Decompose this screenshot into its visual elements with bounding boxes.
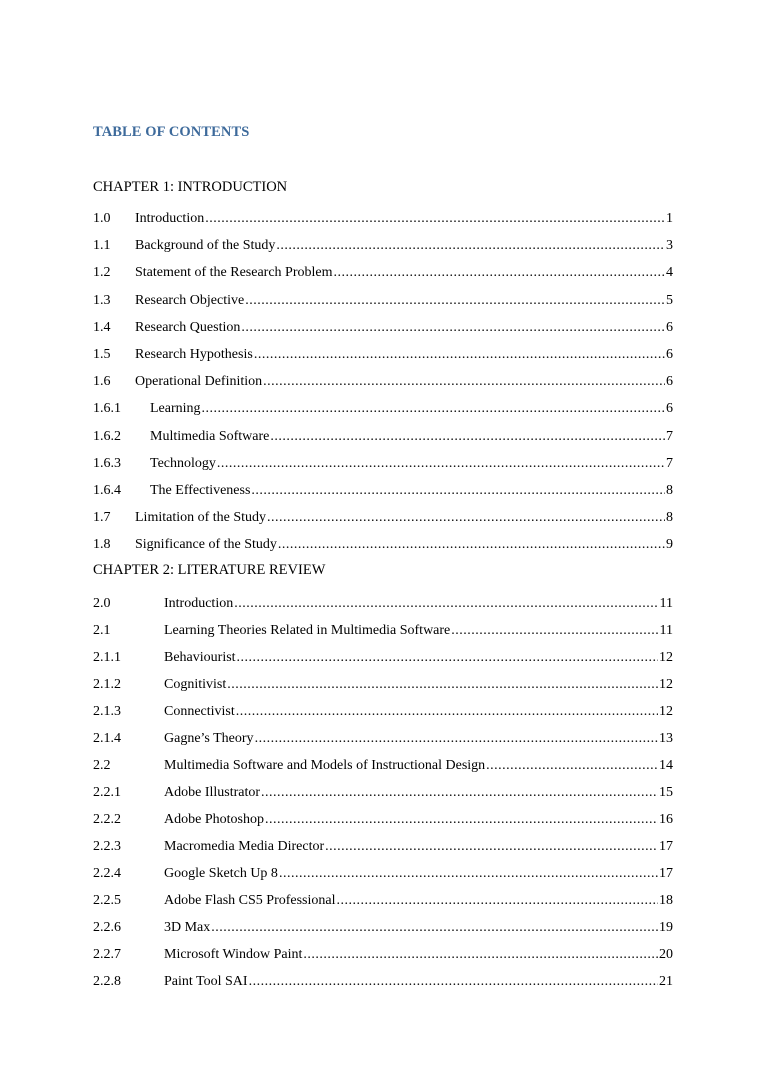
toc-entry-page-number: 17 [659, 866, 673, 881]
toc-entry-title: Limitation of the Study [135, 510, 267, 526]
toc-entry-page-number: 12 [659, 677, 673, 692]
toc-entry-page-number: 14 [659, 758, 673, 773]
toc-entry[interactable] [93, 508, 673, 528]
toc-entry-title: Adobe Photoshop [164, 812, 264, 827]
toc-entry[interactable] [93, 535, 673, 555]
dot-leader [278, 535, 665, 555]
dot-leader [255, 729, 658, 749]
toc-entry-title: Macromedia Media Director [164, 839, 325, 854]
toc-entry-title: Adobe Flash CS5 Professional [164, 893, 336, 908]
toc-entry-page-number: 12 [659, 650, 673, 665]
toc-entry-number: 1.8 [93, 537, 111, 553]
toc-entry-number: 2.1.3 [93, 704, 121, 719]
toc-entry-page-number: 1 [666, 211, 673, 226]
toc-entry-number: 2.2.1 [93, 785, 121, 800]
dot-leader [261, 783, 658, 803]
dot-leader [276, 236, 665, 256]
toc-entry-number: 2.1 [93, 623, 111, 638]
toc-entry[interactable] [93, 810, 673, 830]
toc-entry[interactable] [93, 648, 673, 668]
toc-entry[interactable] [93, 783, 673, 803]
dot-leader [249, 972, 658, 992]
toc-entry-title: Connectivist [164, 704, 235, 719]
toc-entry-page-number: 11 [659, 623, 673, 638]
toc-entry[interactable] [93, 945, 673, 965]
toc-entry-number: 1.6.4 [93, 483, 121, 498]
dot-leader [263, 372, 665, 392]
dot-leader [334, 263, 666, 283]
toc-entry-number: 2.2.3 [93, 839, 121, 854]
toc-entry-page-number: 8 [666, 483, 673, 498]
toc-entry[interactable] [93, 372, 673, 392]
toc-entry-page-number: 6 [666, 347, 673, 362]
dot-leader [236, 702, 658, 722]
dot-leader [234, 594, 658, 614]
toc-entry-number: 2.1.4 [93, 731, 121, 746]
toc-entry-title: Introduction [135, 211, 205, 226]
toc-entry[interactable] [93, 918, 673, 938]
toc-entry-page-number: 7 [666, 428, 673, 444]
toc-entry-page-number: 7 [666, 455, 673, 471]
toc-entry-title: Cognitivist [164, 677, 227, 692]
toc-entry-number: 2.2.4 [93, 866, 121, 881]
toc-entry-number: 1.3 [93, 292, 111, 308]
toc-entry-page-number: 8 [666, 510, 673, 526]
toc-entry-title: Learning [150, 401, 201, 417]
dot-leader [217, 454, 665, 474]
toc-entry-page-number: 4 [666, 265, 673, 281]
toc-entry-number: 2.2.2 [93, 812, 121, 827]
toc-entry-number: 2.2.7 [93, 947, 121, 962]
toc-entry-number: 1.6.2 [93, 428, 121, 444]
dot-leader [254, 345, 665, 365]
dot-leader [337, 891, 659, 911]
toc-entry[interactable] [93, 891, 673, 911]
toc-entry[interactable] [93, 399, 673, 419]
dot-leader [303, 945, 658, 965]
dot-leader [227, 675, 658, 695]
toc-entry-page-number: 3 [666, 238, 673, 254]
toc-entry-page-number: 20 [659, 947, 673, 962]
toc-entry-page-number: 21 [659, 974, 673, 989]
toc-entry-page-number: 6 [666, 374, 673, 390]
toc-entry-number: 1.6.3 [93, 455, 121, 471]
dot-leader [251, 481, 665, 501]
toc-entry-number: 1.0 [93, 211, 111, 226]
chapter-1-heading: CHAPTER 1: INTRODUCTION [93, 179, 288, 195]
toc-entry-number: 2.2.8 [93, 974, 121, 989]
toc-entry-number: 1.1 [93, 238, 111, 254]
toc-entry-page-number: 9 [666, 537, 673, 553]
toc-entry[interactable] [93, 291, 673, 311]
toc-entry-page-number: 5 [666, 292, 673, 308]
toc-entry-number: 1.4 [93, 319, 111, 335]
toc-entry-title: Google Sketch Up 8 [164, 866, 278, 881]
toc-entry-title: Operational Definition [135, 374, 263, 390]
dot-leader [241, 318, 665, 338]
toc-entry-title: Multimedia Software [150, 428, 270, 444]
dot-leader [267, 508, 665, 528]
toc-entry-title: Paint Tool SAI [164, 974, 248, 989]
toc-entry-title: 3D Max [164, 920, 211, 935]
dot-leader [205, 209, 665, 229]
toc-entry-title: Research Hypothesis [135, 347, 253, 362]
dot-leader [245, 291, 665, 311]
toc-entry-title: Microsoft Window Paint [164, 947, 303, 962]
toc-entry-page-number: 12 [659, 704, 673, 719]
toc-entry-page-number: 15 [659, 785, 673, 800]
toc-entry-title: Technology [150, 455, 216, 471]
toc-entry-number: 1.7 [93, 510, 111, 526]
toc-entry[interactable] [93, 236, 673, 256]
toc-entry-title: Research Question [135, 319, 241, 335]
toc-entry-number: 2.1.1 [93, 650, 121, 665]
toc-entry[interactable] [93, 263, 673, 283]
toc-entry-page-number: 18 [659, 893, 673, 908]
toc-entry-title: Statement of the Research Problem [135, 265, 333, 281]
toc-entry-page-number: 17 [659, 839, 673, 854]
toc-entry[interactable] [93, 454, 673, 474]
toc-entry[interactable] [93, 675, 673, 695]
toc-entry-page-number: 6 [666, 401, 673, 417]
toc-entry-title: Introduction [164, 596, 234, 611]
dot-leader [279, 864, 658, 884]
toc-entry[interactable] [93, 621, 673, 641]
toc-entry[interactable] [93, 972, 673, 992]
toc-entry[interactable] [93, 427, 673, 447]
toc-entry-number: 2.2.6 [93, 920, 121, 935]
toc-entry-title: Background of the Study [135, 238, 276, 254]
toc-entry-title: Gagne’s Theory [164, 731, 254, 746]
chapter-2-heading: CHAPTER 2: LITERATURE REVIEW [93, 562, 326, 578]
toc-entry[interactable] [93, 481, 673, 501]
toc-entry[interactable] [93, 864, 673, 884]
toc-entry[interactable] [93, 209, 673, 229]
toc-entry[interactable] [93, 345, 673, 365]
toc-entry[interactable] [93, 756, 673, 776]
dot-leader [237, 648, 658, 668]
toc-entry-title: Learning Theories Related in Multimedia Software [164, 623, 451, 638]
toc-entry-title: Multimedia Software and Models of Instructional Design [164, 758, 486, 773]
toc-entry-page-number: 13 [659, 731, 673, 746]
toc-entry-page-number: 16 [659, 812, 673, 827]
dot-leader [211, 918, 658, 938]
toc-entry-title: Research Objective [135, 292, 245, 308]
dot-leader [270, 427, 665, 447]
toc-entry-title: Adobe Illustrator [164, 785, 261, 800]
toc-entry-number: 2.0 [93, 596, 111, 611]
toc-entry[interactable] [93, 594, 673, 614]
toc-entry[interactable] [93, 729, 673, 749]
toc-entry-page-number: 11 [659, 596, 673, 611]
toc-entry[interactable] [93, 702, 673, 722]
toc-entry-number: 1.6.1 [93, 401, 121, 417]
toc-entry-page-number: 19 [659, 920, 673, 935]
toc-entry-title: Behaviourist [164, 650, 236, 665]
toc-entry-page-number: 6 [666, 319, 673, 335]
dot-leader [451, 621, 658, 641]
dot-leader [202, 399, 665, 419]
dot-leader [325, 837, 658, 857]
toc-entry-number: 2.1.2 [93, 677, 121, 692]
toc-entry[interactable] [93, 837, 673, 857]
dot-leader [486, 756, 658, 776]
toc-entry-title: The Effectiveness [150, 483, 251, 498]
toc-entry-number: 1.5 [93, 347, 111, 362]
toc-title: TABLE OF CONTENTS [93, 124, 250, 140]
toc-entry-number: 2.2 [93, 758, 111, 773]
toc-entry[interactable] [93, 318, 673, 338]
toc-entry-title: Significance of the Study [135, 537, 277, 553]
toc-entry-number: 1.6 [93, 374, 111, 390]
toc-entry-number: 1.2 [93, 265, 111, 281]
toc-entry-number: 2.2.5 [93, 893, 121, 908]
dot-leader [265, 810, 658, 830]
